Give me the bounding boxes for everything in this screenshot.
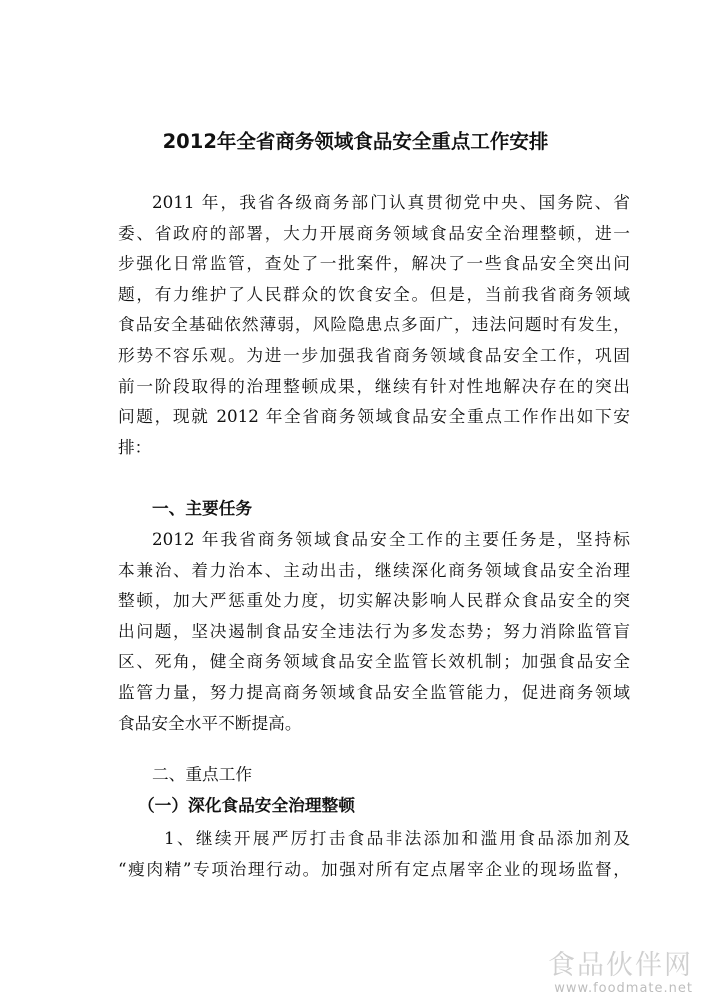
intro-line: 问题，现就 2012 年全省商务领域食品安全重点工作作出如下安: [118, 406, 630, 427]
section-heading-main-tasks: 一、主要任务: [152, 498, 253, 518]
main-tasks-line: 本兼治、着力治本、主动出击，继续深化商务领域食品安全治理: [118, 559, 630, 580]
item1-line: 1、继续开展严厉打击食品非法添加和滥用食品添加剂及: [164, 828, 630, 848]
item1-line: “瘦肉精”专项治理行动。加强对所有定点屠宰企业的现场监督，: [118, 858, 630, 879]
intro-line: 食品安全基础依然薄弱，风险隐患点多面广，违法问题时有发生，: [118, 314, 630, 335]
watermark: [548, 950, 693, 996]
intro-paragraph: [118, 187, 630, 462]
intro-line: 形势不容乐观。为进一步加强我省商务领域食品安全工作，巩固: [118, 344, 630, 365]
section-heading-key-work: 二、重点工作: [152, 764, 253, 784]
intro-line: 排：: [118, 436, 152, 457]
watermark-url: www.foodmate.net: [554, 981, 693, 996]
main-tasks-line: 区、死角，健全商务领域食品安全监管长效机制；加强食品安全: [118, 651, 630, 672]
document-title: 2012年全省商务领域食品安全重点工作安排: [162, 130, 549, 153]
main-tasks-paragraph: [118, 524, 630, 738]
main-tasks-line: 整顿，加大严惩重处力度，切实解决影响人民群众食品安全的突: [118, 590, 630, 611]
intro-line: 委、省政府的部署，大力开展商务领域食品安全治理整顿，进一: [118, 222, 630, 243]
intro-line: 2011 年，我省各级商务部门认真贯彻党中央、国务院、省: [152, 192, 630, 212]
subsection-heading-rectification: （一）深化食品安全治理整顿: [138, 795, 355, 815]
main-tasks-line: 食品安全水平不断提高。: [118, 712, 302, 733]
intro-line: 前一阶段取得的治理整顿成果，继续有针对性地解决存在的突出: [118, 375, 630, 396]
main-tasks-line: 监管力量，努力提高商务领域食品安全监管能力，促进商务领域: [118, 681, 630, 702]
intro-line: 题，有力维护了人民群众的饮食安全。但是，当前我省商务领域: [118, 283, 630, 304]
main-tasks-line: 出问题，坚决遏制食品安全违法行为多发态势；努力消除监管盲: [118, 620, 630, 641]
item1-paragraph: [118, 823, 630, 884]
intro-line: 步强化日常监管，查处了一批案件，解决了一些食品安全突出问: [118, 253, 630, 274]
main-tasks-line: 2012 年我省商务领域食品安全工作的主要任务是，坚持标: [152, 529, 630, 549]
watermark-logo-text: 食品伙伴网: [548, 950, 693, 981]
